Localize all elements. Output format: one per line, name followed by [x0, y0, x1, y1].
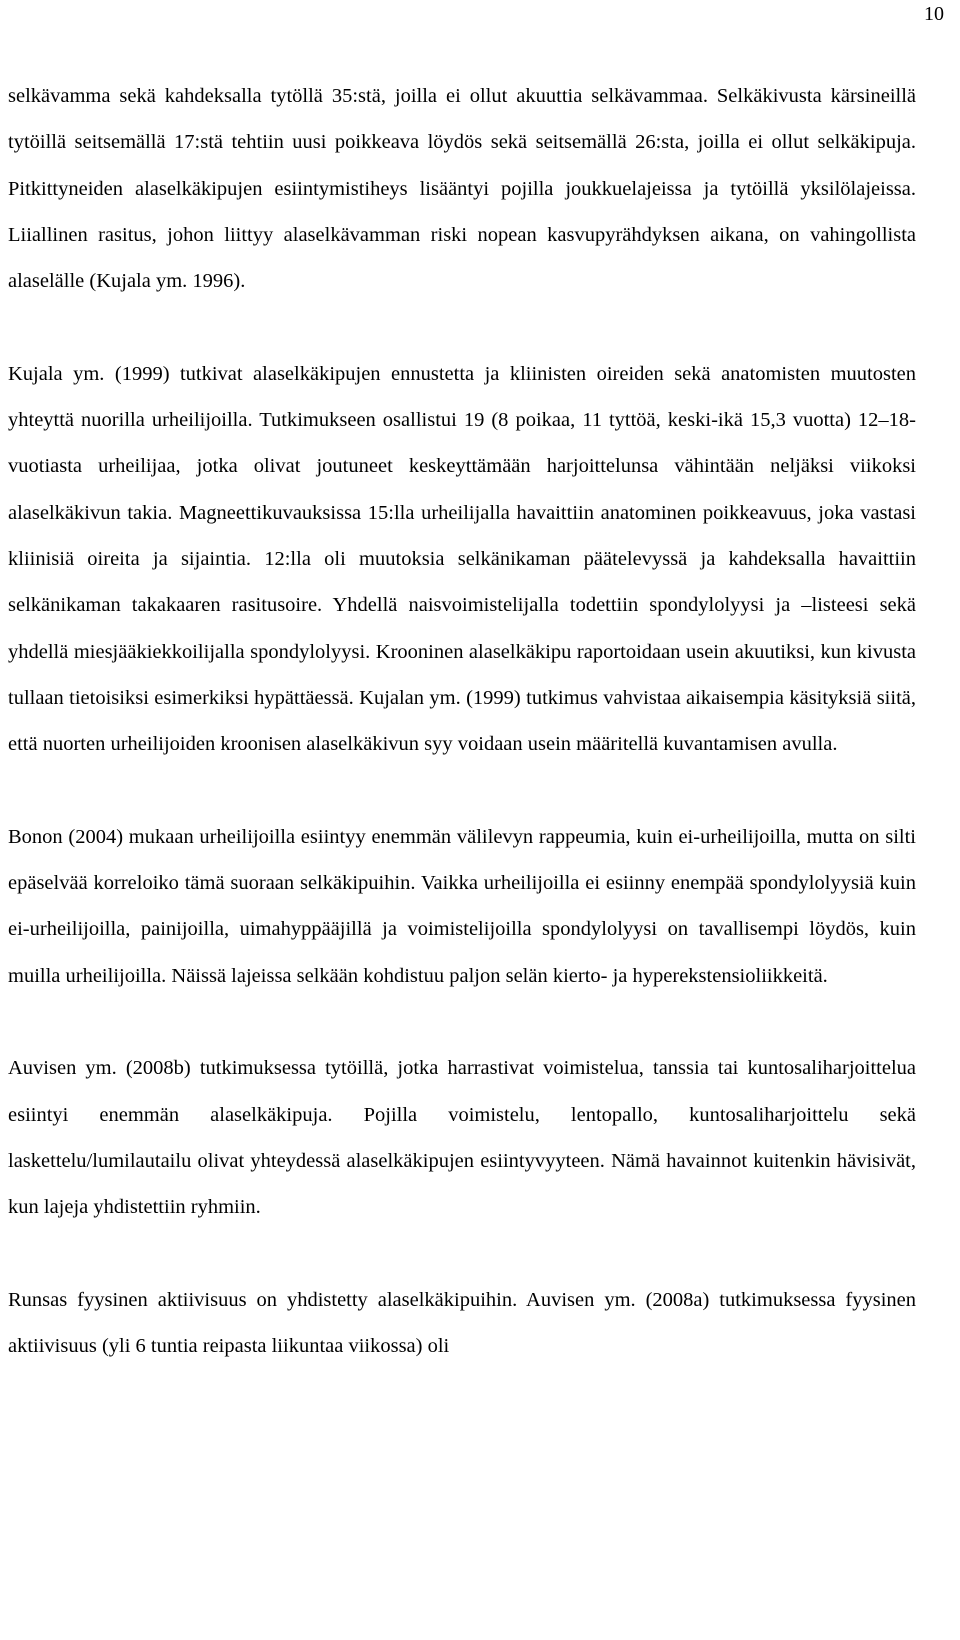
- paragraph-4: Auvisen ym. (2008b) tutkimuksessa tytöillä, jotka harrastivat voimistelua, tanssia tai kuntosaliharjoittelua esiintyi enemmän alaselkäkipuja. Pojilla voimistelu, lentopallo, kuntosaliharjoittelu sekä laskettelu/lumilautailu olivat yhteydessä alaselkäkipujen esiintyvyyteen. Nämä havainnot kuitenkin hävisivät, kun lajeja yhdistettiin ryhmiin.: [8, 1057, 916, 1219]
- paragraph-3: Bonon (2004) mukaan urheilijoilla esiintyy enemmän välilevyn rappeumia, kuin ei-urheilijoilla, mutta on silti epäselvää korreloiko tämä suoraan selkäkipuihin. Vaikka urheilijoilla ei esiinny enempää spondylolyysiä kuin ei-urheilijoilla, painijoilla, uimahyppääjillä ja voimistelijoilla spondylolyysi on tavallisempi löydös, kuin muilla urheilijoilla. Näissä lajeissa selkään kohdistuu paljon selän kierto- ja hyperekstensioliikkeitä.: [8, 825, 916, 987]
- paragraph-1: selkävamma sekä kahdeksalla tytöllä 35:stä, joilla ei ollut akuuttia selkävammaa. Selkäkivusta kärsineillä tytöillä seitsemällä 17:stä tehtiin uusi poikkeava löydös sekä seitsemällä 26:sta, joilla ei ollut selkäkipuja. Pitkittyneiden alaselkäkipujen esiintymistiheys lisääntyi pojilla joukkuelajeissa ja tytöillä yksilölajeissa. Liiallinen rasitus, johon liittyy alaselkävamman riski nopean kasvupyrähdyksen aikana, on vahingollista alaselälle (Kujala ym. 1996).: [8, 85, 916, 293]
- page-number: 10: [924, 3, 944, 25]
- paragraph-5: Runsas fyysinen aktiivisuus on yhdistetty alaselkäkipuihin. Auvisen ym. (2008a) tutkimuksessa fyysinen aktiivisuus (yli 6 tuntia reipasta liikuntaa viikossa) oli: [8, 1288, 916, 1358]
- paragraph-2: Kujala ym. (1999) tutkivat alaselkäkipujen ennustetta ja kliinisten oireiden sekä anatomisten muutosten yhteyttä nuorilla urheilijoilla. Tutkimukseen osallistui 19 (8 poikaa, 11 tyttöä, keski-ikä 15,3 vuotta) 12–18-vuotiasta urheilijaa, jotka olivat joutuneet keskeyttämään harjoittelunsa vähintään neljäksi viikoksi alaselkäkivun takia. Magneettikuvauksissa 15:lla urheilijalla havaittiin anatominen poikkeavuus, joka vastasi kliinisiä oireita ja sijaintia. 12:lla oli muutoksia selkänikaman päätelevyssä ja kahdeksalla havaittiin selkänikaman takakaaren rasitusoire. Yhdellä naisvoimistelijalla todettiin spondylolyysi ja –listeesi sekä yhdellä miesjääkiekkoilijalla spondylolyysi. Krooninen alaselkäkipu raportoidaan usein akuutiksi, kun kivusta tullaan tietoisiksi esimerkiksi hypättäessä. Kujalan ym. (1999) tutkimus vahvistaa aikaisempia käsityksiä siitä, että nuorten urheilijoiden kroonisen alaselkäkivun syy voidaan usein määritellä kuvantamisen avulla.: [8, 362, 916, 756]
- body-text: [8, 73, 916, 1369]
